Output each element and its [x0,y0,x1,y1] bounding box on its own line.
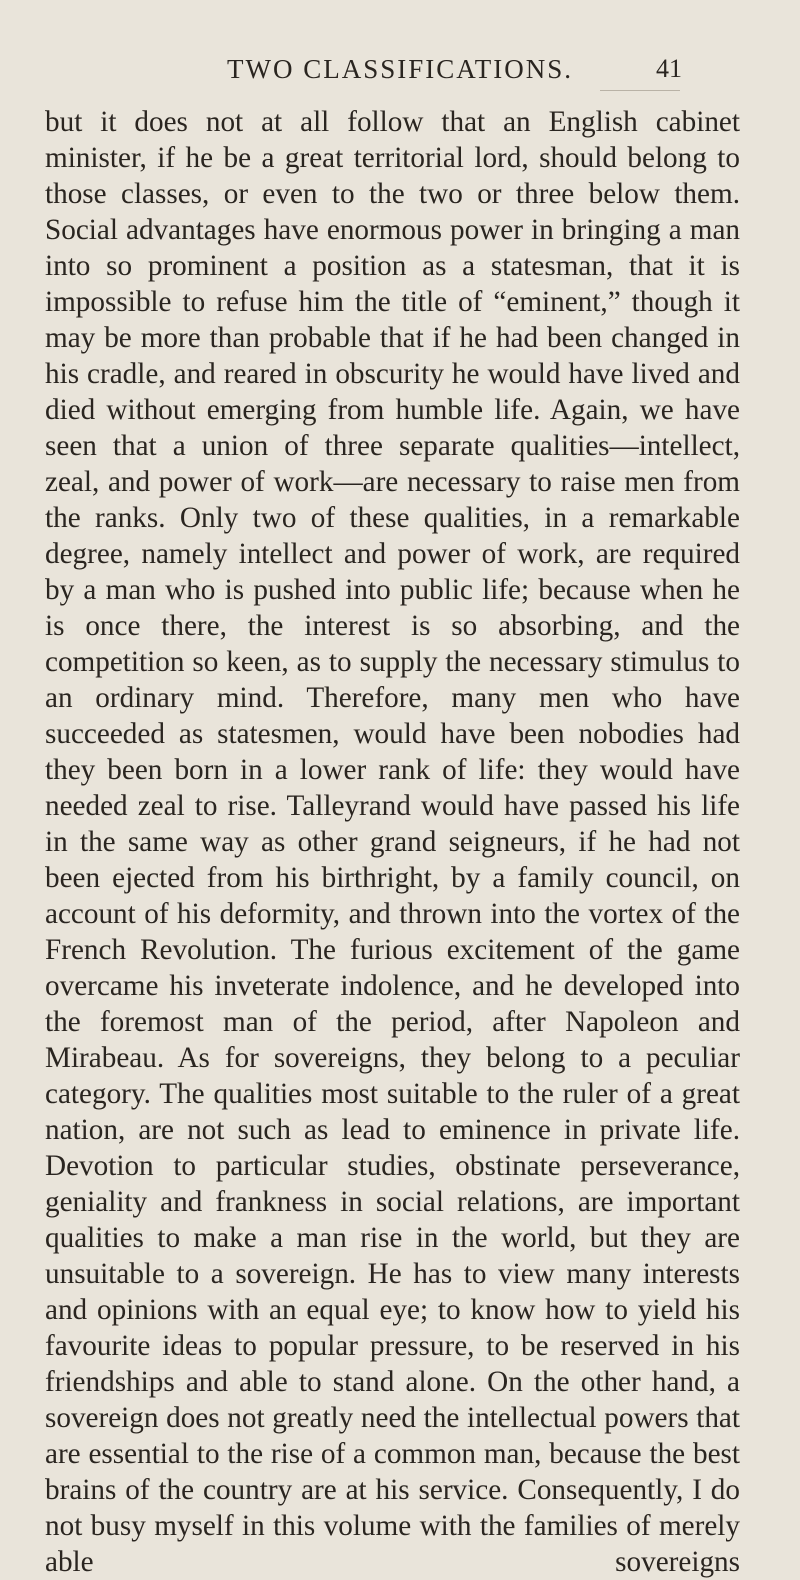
header-rule [600,90,680,91]
body-paragraph: but it does not at all follow that an English cabinet minister, if he be a great territorial lord, should belong to those classes, or even to the two or three below them. Social advantages have enormous power in bringing a man into so prominent a position as a statesman, that it is impossible to refuse him the title of “eminent,” though it may be more than probable that if he had been changed in his cradle, and reared in obscurity he would have lived and died without emerging from humble life. Again, we have seen that a union of three separate qualities—intellect, zeal, and power of work—are necessary to raise men from the ranks. Only two of these qualities, in a remarkable degree, namely intellect and power of work, are required by a man who is pushed into public life; because when he is once there, the interest is so absorbing, and the competition so keen, as to supply the necessary stimulus to an ordinary mind. Therefore, many men who have succeeded as statesmen, would have been nobodies had they been born in a lower rank of life: they would have needed zeal to rise. Talleyrand would have passed his life in the same way as other grand seigneurs, if he had not been ejected from his birthright, by a family council, on account of his deformity, and thrown into the vortex of the French Revolution. The furious excitement of the game overcame his inveterate indolence, and he developed into the foremost man of the period, after Napoleon and Mirabeau. As for sovereigns, they belong to a peculiar category. The qualities most suitable to the ruler of a great nation, are not such as lead to eminence in private life. Devotion to particular studies, obstinate perseverance, geniality and frankness in social relations, are important qualities to make a man rise in the world, but they are unsuitable to a sovereign. He has to view many interests and opinions with an equal eye; to know how to yield his favourite ideas to popular pressure, to be reserved in his friendships and able to stand alone. On the other hand, a sovereign does not greatly need the intellectual powers that are essential to the rise of a common man, because the best brains of the country are at his service. Consequently, I do not busy myself in this volume with the families of merely able sovereigns [45,106,740,1578]
page-number: 41 [656,54,682,83]
running-title: TWO CLASSIFICATIONS. [226,54,574,84]
page-header [0,50,800,90]
